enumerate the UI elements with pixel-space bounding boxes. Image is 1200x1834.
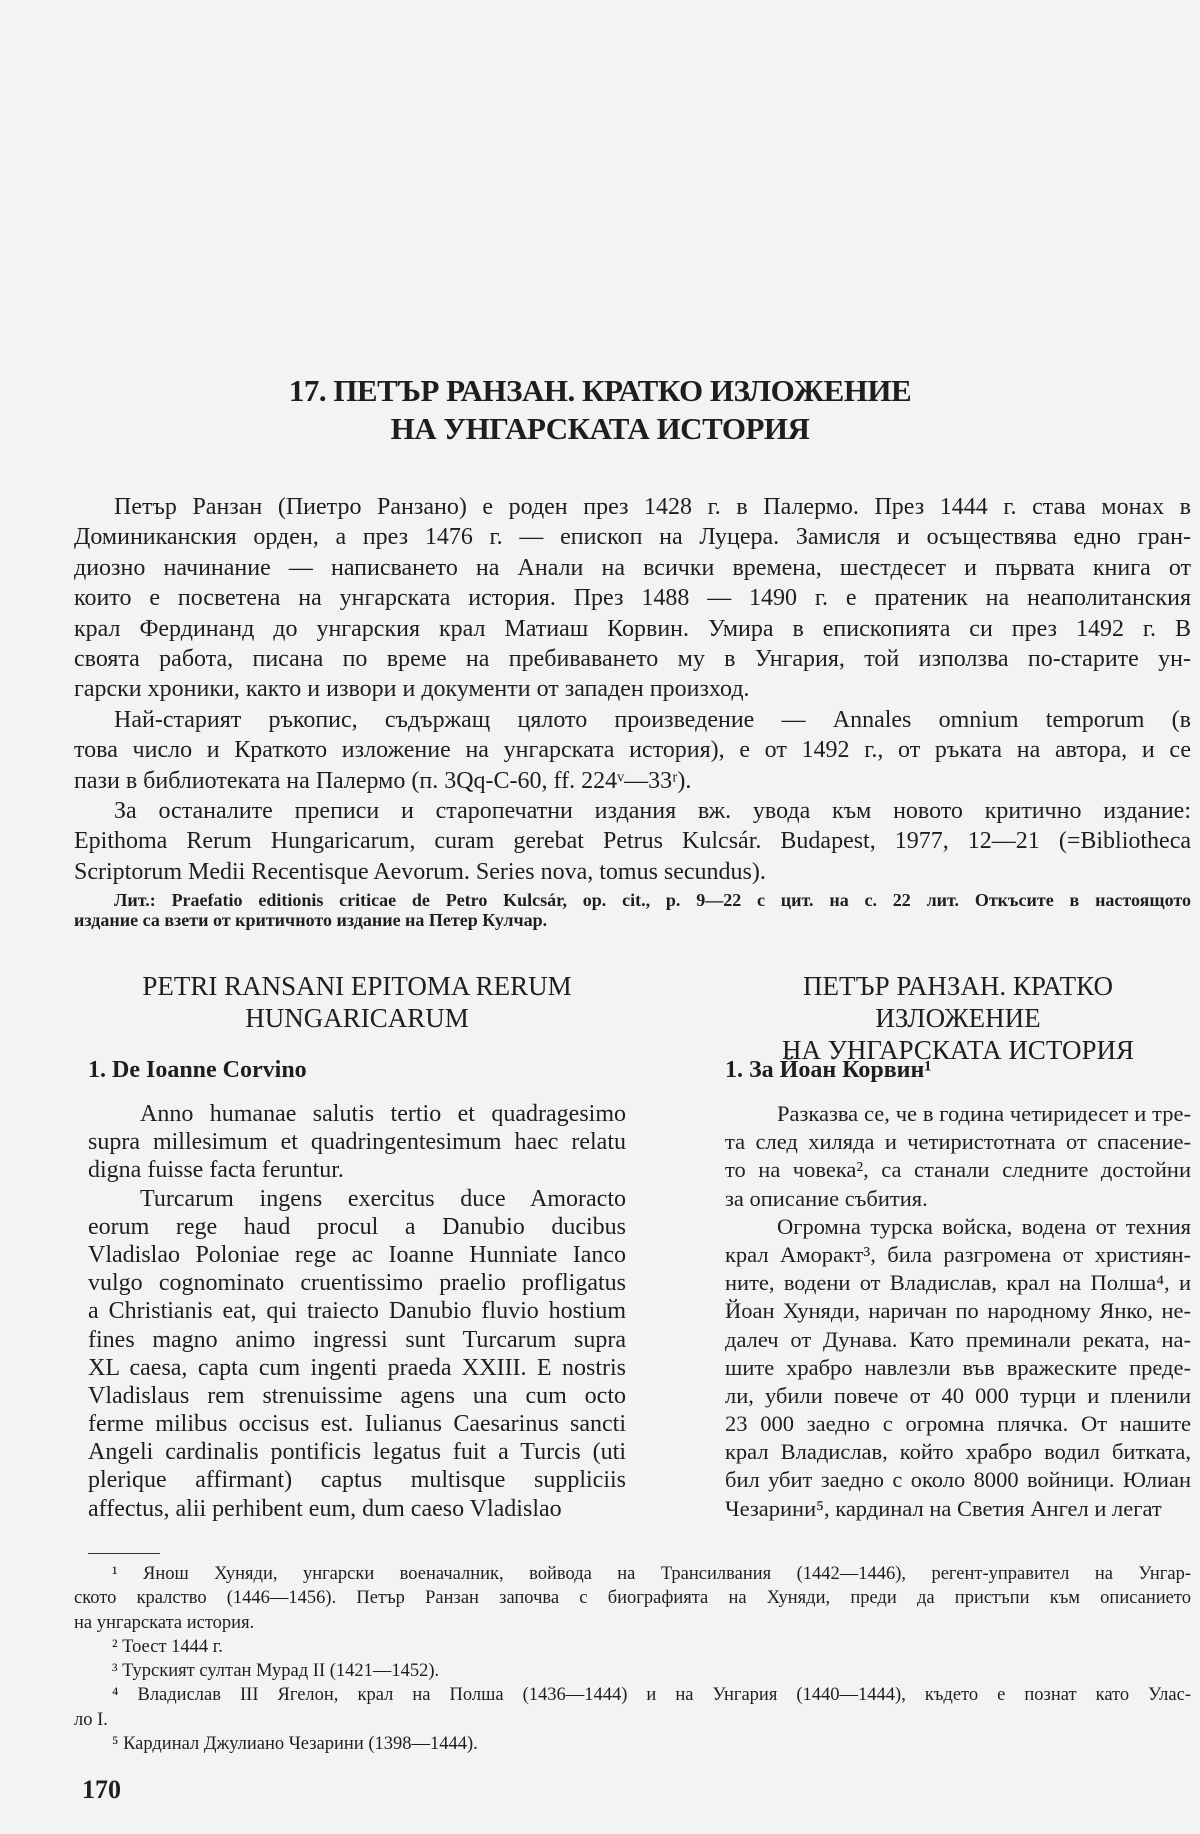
chapter-title-line: 17. ПЕТЪР РАНЗАН. КРАТКО ИЗЛОЖЕНИЕ — [288, 373, 912, 408]
latin-text-column — [88, 1100, 626, 1523]
latin-text-line: supra millesimum et quadringentesimum haec relatu — [88, 1129, 626, 1156]
bulgarian-text-line: за описание събития. — [725, 1185, 928, 1211]
intro-line: пази в библиотеката на Палермо (п. 3Qq-C-60, ff. 224ᵛ—33ʳ). — [74, 767, 692, 794]
footnote-divider — [88, 1553, 160, 1554]
bulgarian-text-line: 23 000 заедно с огромна плячка. От нашите — [725, 1411, 1191, 1437]
bulgarian-section-title: 1. За Йоан Корвин¹ — [725, 1057, 932, 1083]
footnote-line: ското кралство (1446—1456). Петър Ранзан започва с биографията на Хуняди, преди да пристъпи към описанието — [74, 1588, 1191, 1609]
bulgarian-heading-line: ПЕТЪР РАНЗАН. КРАТКО ИЗЛОЖЕНИЕ — [803, 971, 1113, 1033]
bulgarian-text-column — [725, 1100, 1191, 1523]
latin-text-line: Angeli cardinalis pontificis legatus fuit a Turcis (uti — [88, 1439, 626, 1466]
bulgarian-text-line: бил убит заедно с около 8000 войници. Юлиан — [725, 1467, 1191, 1493]
bulgarian-text-line: ните, водени от Владислав, крал на Полша⁴, и — [725, 1270, 1191, 1296]
intro-line: гарски хроники, както и извори и документи от западен произход. — [74, 676, 750, 703]
bulgarian-text-line: ли, убили повече от 40 000 турци и пленили — [725, 1382, 1191, 1408]
latin-text-line: Anno humanae salutis tertio et quadragesimo — [140, 1101, 626, 1127]
bulgarian-heading-line: НА УНГАРСКАТА ИСТОРИЯ — [781, 1035, 1135, 1065]
bulgarian-text-line: шите храбро навлезли във вражеските преде- — [725, 1354, 1191, 1380]
footnote-line: ло I. — [74, 1709, 108, 1730]
footnote-line: ⁵ Кардинал Джулиано Чезарини (1398—1444). — [112, 1734, 478, 1755]
latin-text-line: ferme milibus occisus est. Iulianus Caesarinus sancti — [88, 1411, 626, 1438]
footnote-line: ¹ Янош Хуняди, унгарски военачалник, войвода на Трансилвания (1442—1446), регент-управител на Унгар- — [112, 1564, 1191, 1584]
chapter-title — [0, 372, 1200, 448]
intro-line: Петър Ранзан (Пиетро Ранзано) е роден през 1428 г. в Палермо. През 1444 г. става монах в — [114, 494, 1191, 520]
latin-text-line: vulgo cognominato cruentissimo praelio profligatus — [88, 1270, 626, 1297]
page-number: 170 — [82, 1775, 121, 1804]
intro-line: крал Фердинанд до унгарския крал Матиаш Корвин. Умира в епископията си през 1492 г. В — [74, 615, 1191, 642]
intro-line: това число и Краткото изложение на унгарската история), е от 1492 г., от ръката на автора, и се — [74, 737, 1191, 764]
latin-heading-line: PETRI RANSANI EPITOMA RERUM — [142, 971, 572, 1001]
intro-line: Scriptorum Medii Recentisque Aevorum. Series nova, tomus secundus). — [74, 858, 766, 885]
intro-line: своята работа, писана по време на пребиваването му в Унгария, той използва по-старите ун- — [74, 645, 1191, 672]
intro-line: които е посветена на унгарската история. През 1488 — 1490 г. е пратеник на неаполитанския — [74, 585, 1191, 612]
bulgarian-text-line: та след хиляда и четиристотната от спасение- — [725, 1129, 1191, 1155]
intro-line: Най-старият ръкопис, съдържащ цялото произведение — Annales omnium temporum (в — [114, 706, 1191, 733]
latin-text-line: Turcarum ingens exercitus duce Amoracto — [140, 1185, 626, 1212]
latin-text-line: Vladislao Poloniae rege ac Ioanne Hunniate Ianco — [88, 1241, 626, 1268]
intro-line: За останалите преписи и старопечатни издания вж. увода към новото критично издание: — [114, 797, 1191, 824]
literature-line: издание са взети от критичното издание на Петер Кулчар. — [74, 910, 548, 930]
footnote-line: ³ Турският султан Мурад II (1421—1452). — [112, 1661, 440, 1682]
bulgarian-text-line: крал Аморакт³, била разгромена от християн- — [725, 1241, 1191, 1267]
bulgarian-text-line: Йоан Хуняди, наричан по народному Янко, не- — [725, 1298, 1191, 1324]
bulgarian-text-line: то на човека², са станали следните достойни — [725, 1157, 1191, 1183]
intro-line: Epithoma Rerum Hungaricarum, curam gerebat Petrus Kulcsár. Budapest, 1977, 12—21 (=Bibliotheca — [74, 828, 1191, 855]
latin-text-line: XL caesa, capta cum ingenti praeda XXIII. E nostris — [88, 1354, 626, 1381]
intro-line: диозно начинание — написването на Анали на всички времена, шестдесет и първата книга от — [74, 554, 1191, 581]
footnote-line: ² Тоест 1444 г. — [112, 1636, 223, 1657]
bulgarian-heading — [725, 970, 1191, 1066]
bulgarian-text-line: далеч от Дунава. Като преминали реката, на- — [725, 1326, 1191, 1352]
latin-text-line: Vladislaus rem strenuissime agens una cum octo — [88, 1382, 626, 1409]
chapter-title-line: НА УНГАРСКАТА ИСТОРИЯ — [390, 411, 810, 446]
latin-text-line: digna fuisse facta feruntur. — [88, 1157, 344, 1184]
footnote-line: ⁴ Владислав III Ягелон, крал на Полша (1436—1444) и на Унгария (1440—1444), където е познат като Улас- — [112, 1685, 1191, 1706]
latin-heading-line: HUNGARICARUM — [245, 1003, 469, 1033]
bulgarian-text-line: Огромна турска войска, водена от техния — [777, 1213, 1191, 1239]
latin-text-line: plerique affirmant) captus multisque suppliciis — [88, 1467, 626, 1494]
literature-line: Лит.: Praefatio editionis criticae de Petro Kulcsár, op. cit., p. 9—22 с цит. на с. 22 лит. Откъсите в настоящото — [114, 890, 1191, 910]
latin-section-title: 1. De Ioanne Corvino — [88, 1057, 307, 1083]
footnotes — [74, 1562, 1191, 1756]
footnote-line: на унгарската история. — [74, 1612, 255, 1633]
latin-text-line: fines magno animo ingressi sunt Turcarum supra — [88, 1326, 626, 1353]
intro-line: Доминиканския орден, а през 1476 г. — епископ на Луцера. Замисля и осъществява едно гран- — [74, 524, 1191, 551]
bulgarian-text-line: Разказва се, че в година четиридесет и тре- — [777, 1101, 1191, 1126]
latin-text-line: a Christianis eat, qui traiecto Danubio fluvio hostium — [88, 1298, 626, 1325]
introduction — [74, 492, 1191, 887]
literature-note — [74, 890, 1191, 930]
bulgarian-text-line: Чезарини⁵, кардинал на Светия Ангел и легат — [725, 1495, 1162, 1521]
latin-text-line: affectus, alii perhibent eum, dum caeso Vladislao — [88, 1495, 562, 1522]
bulgarian-text-line: крал Владислав, който храбро водил битката, — [725, 1439, 1191, 1465]
latin-heading — [88, 970, 626, 1034]
latin-text-line: eorum rege haud procul a Danubio ducibus — [88, 1213, 626, 1240]
